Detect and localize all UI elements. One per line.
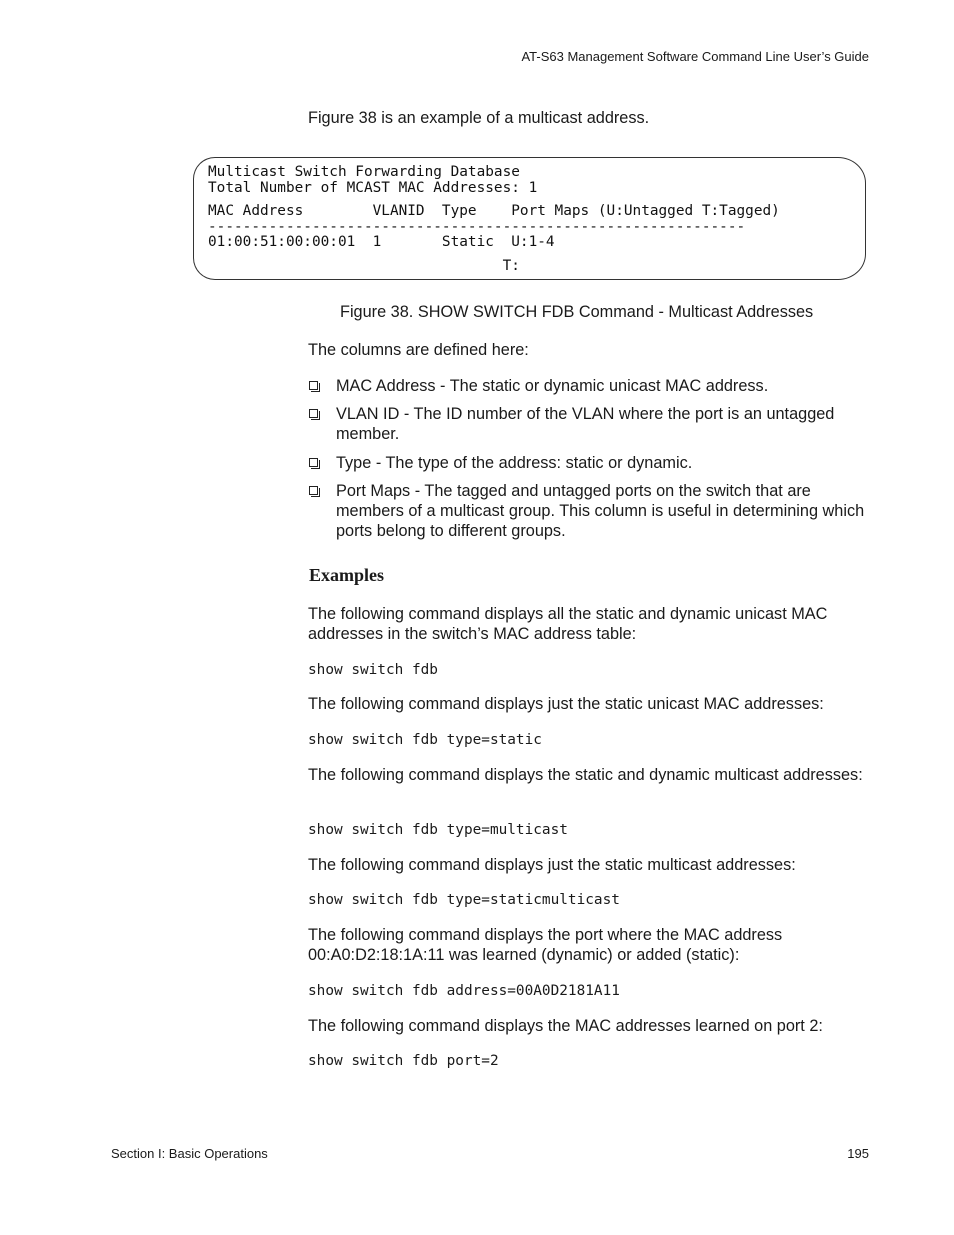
example-text: The following command displays all the static and dynamic unicast MAC addresses in the switch’s MAC address table: — [308, 605, 828, 643]
figure-column-headers: MAC Address VLANID Type Port Maps (U:Untagged T:Tagged) — [208, 203, 780, 219]
example-command: show switch fdb type=staticmulticast — [308, 892, 620, 908]
running-header: AT-S63 Management Software Command Line User’s Guide — [521, 49, 869, 64]
bullet-icon — [309, 409, 318, 418]
figure-row: T: — [208, 258, 520, 274]
figure-divider: -------------------------------------------------------------- — [208, 219, 746, 235]
page-number: 195 — [847, 1146, 869, 1161]
example-command: show switch fdb port=2 — [308, 1053, 499, 1069]
example-text: The following command displays the port where the MAC address 00:A0:D2:18:1A:11 was learned (dynamic) or added (static): — [308, 926, 783, 964]
bullet-icon — [309, 486, 318, 495]
example-text: The following command displays the static and dynamic multicast addresses: — [308, 766, 863, 784]
figure-caption: Figure 38. SHOW SWITCH FDB Command - Multicast Addresses — [340, 303, 814, 321]
figure-row: 01:00:51:00:00:01 1 Static U:1-4 — [208, 234, 555, 250]
example-text: The following command displays the MAC addresses learned on port 2: — [308, 1017, 823, 1035]
figure-line: Multicast Switch Forwarding Database — [208, 164, 520, 180]
example-command: show switch fdb type=multicast — [308, 822, 568, 838]
cli-output-figure — [193, 157, 866, 280]
example-text: The following command displays just the static multicast addresses: — [308, 856, 796, 874]
example-text: The following command displays just the static unicast MAC addresses: — [308, 695, 824, 713]
columns-intro: The columns are defined here: — [308, 341, 529, 359]
bullet-text: Type - The type of the address: static or dynamic. — [336, 454, 693, 472]
example-command: show switch fdb address=00A0D2181A11 — [308, 983, 620, 999]
footer-section: Section I: Basic Operations — [111, 1146, 268, 1161]
section-heading: Examples — [309, 565, 385, 585]
example-command: show switch fdb type=static — [308, 732, 542, 748]
bullet-text: Port Maps - The tagged and untagged ports on the switch that are members of a multicast group. This column is useful in determining which ports belong to different groups. — [336, 482, 865, 540]
figure-line: Total Number of MCAST MAC Addresses: 1 — [208, 180, 538, 196]
intro-text: Figure 38 is an example of a multicast address. — [308, 109, 650, 127]
example-command: show switch fdb — [308, 662, 438, 678]
bullet-text: VLAN ID - The ID number of the VLAN where the port is an untagged member. — [336, 405, 835, 443]
bullet-icon — [309, 458, 318, 467]
bullet-text: MAC Address - The static or dynamic unicast MAC address. — [336, 377, 769, 395]
bullet-icon — [309, 381, 318, 390]
